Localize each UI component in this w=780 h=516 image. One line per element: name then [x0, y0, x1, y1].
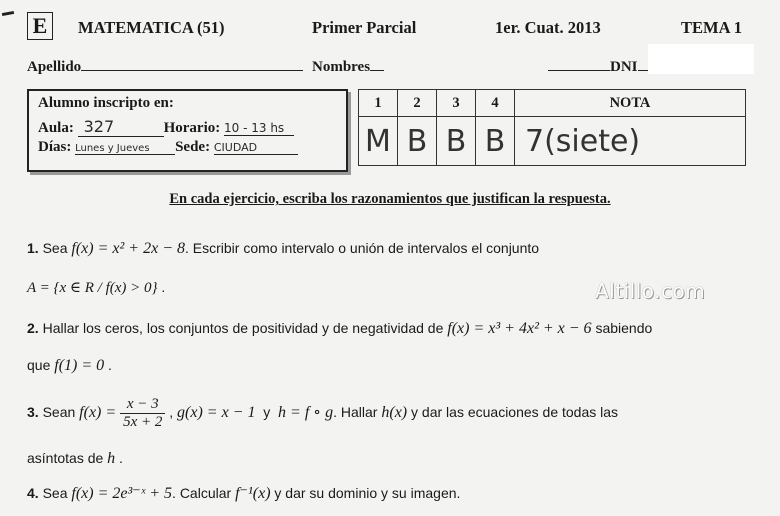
- exercise-1: [27, 240, 539, 258]
- exercise-2-function: f(x) = x³ + 4x² + x − 6: [447, 320, 592, 337]
- dni-label: DNI: [610, 59, 638, 75]
- exercise-2-text-c: que: [27, 357, 51, 373]
- exercise-3-line2: asíntotas de h .: [27, 450, 123, 467]
- exercise-4-inverse: f⁻¹(x): [235, 485, 271, 502]
- exercise-4-number: 4.: [27, 485, 39, 501]
- dni-line-left: [548, 56, 610, 71]
- tema-letter-box: E: [27, 12, 53, 40]
- apellido-line: [81, 56, 303, 71]
- exercise-3-text-a: Sean: [42, 404, 76, 421]
- pen-mark: [2, 11, 14, 16]
- grade-value-4: B: [476, 117, 515, 166]
- exercise-1-text-b: . Escribir como intervalo o unión de intervalos el conjunto: [184, 240, 540, 256]
- exercise-3-text-b: . Hallar: [333, 404, 378, 421]
- grade-value-2: B: [398, 117, 437, 166]
- exercise-3-h-end: h: [107, 450, 116, 467]
- grades-table: [358, 89, 746, 166]
- aula-label: Aula:: [38, 120, 74, 136]
- exercise-3-fraction: [120, 396, 165, 431]
- nombres-field: [312, 56, 384, 76]
- dias-row: [38, 139, 298, 156]
- subject-title: MATEMATICA (51): [78, 18, 225, 37]
- grade-value-nota: 7(siete): [515, 117, 746, 166]
- exercise-3-numerator: x − 3: [120, 396, 165, 414]
- apellido-label: Apellido: [27, 59, 82, 75]
- grades-value-row: [359, 117, 746, 166]
- exercise-3-denominator: 5x + 2: [123, 414, 163, 430]
- enrollment-title: Alumno inscripto en:: [38, 95, 174, 111]
- apellido-field: [27, 56, 303, 76]
- exercise-1-set: A = {x ∈ R / f(x) > 0}: [27, 280, 158, 296]
- exercise-4-text-b: . Calcular: [172, 485, 232, 501]
- exercise-4-text-a: Sea: [42, 485, 68, 501]
- exercise-2-cond-line: que f(1) = 0 .: [27, 357, 112, 374]
- sede-value: CIUDAD: [214, 141, 298, 155]
- nombres-label: Nombres: [312, 59, 371, 75]
- watermark: Altillo.com: [595, 279, 706, 303]
- exercise-2-condition: f(1) = 0: [54, 357, 105, 374]
- nombres-line: [370, 56, 384, 71]
- exercise-2-text-a: Hallar los ceros, los conjuntos de positividad y de negatividad de: [42, 320, 444, 336]
- exercise-4-text-c: y dar su dominio y su imagen.: [274, 485, 461, 501]
- exercise-3-number: 3.: [27, 404, 39, 421]
- exercise-3-g: g(x) = x − 1: [177, 404, 256, 422]
- horario-value: 10 - 13 hs: [224, 121, 294, 136]
- grade-header-nota: NOTA: [515, 90, 746, 117]
- exercise-1-function: f(x) = x² + 2x − 8: [71, 240, 185, 257]
- tema-label: TEMA 1: [681, 18, 742, 37]
- sede-label: Sede:: [175, 139, 211, 155]
- grade-value-1: M: [359, 117, 398, 166]
- enrollment-box: [27, 89, 348, 172]
- exercise-4: [27, 483, 460, 503]
- grade-value-3: B: [437, 117, 476, 166]
- exercise-3-f-lhs: f(x) =: [79, 404, 117, 422]
- grade-header-2: 2: [398, 90, 437, 117]
- horario-label: Horario:: [163, 120, 221, 136]
- exercise-2-text-b: sabiendo: [595, 320, 653, 336]
- exercise-3: 3. Sean f(x) = $\frac{x - 3}{5x + 2}$ , g(x) = x − 1 y h = f ∘ g. Hallar h(x) y dar las ecuaciones de todas las: [27, 396, 619, 430]
- instruction-text: En cada ejercicio, escriba los razonamientos que justifican la respuesta.: [169, 191, 611, 207]
- exercise-3-text-d: asíntotas de: [27, 450, 104, 466]
- dias-label: Días:: [38, 139, 72, 155]
- exercise-3-text-c: y dar las ecuaciones de todas las: [411, 404, 619, 421]
- grades-header-row: [359, 90, 746, 117]
- grade-header-3: 3: [437, 90, 476, 117]
- aula-row: [38, 117, 294, 137]
- exercise-3-h: h = f ∘ g: [278, 404, 334, 422]
- exercise-1-number: 1.: [27, 240, 39, 256]
- exercise-2-number: 2.: [27, 320, 39, 336]
- dias-value: Lunes y Jueves: [75, 143, 175, 155]
- exercise-3-hx: h(x): [381, 404, 408, 422]
- exercise-1-set-line: A = {x ∈ R / f(x) > 0} .: [27, 279, 166, 296]
- term-label: 1er. Cuat. 2013: [495, 18, 601, 37]
- exercise-3-y: y: [263, 404, 271, 421]
- exam-title: Primer Parcial: [312, 18, 417, 37]
- grade-header-1: 1: [359, 90, 398, 117]
- grade-header-4: 4: [476, 90, 515, 117]
- exercise-4-function: f(x) = 2e³⁻ˣ + 5: [71, 485, 173, 502]
- redacted-dni: [648, 44, 754, 74]
- exercise-2: [27, 320, 652, 338]
- exercise-1-text-a: Sea: [42, 240, 68, 256]
- aula-value: 327: [78, 117, 164, 137]
